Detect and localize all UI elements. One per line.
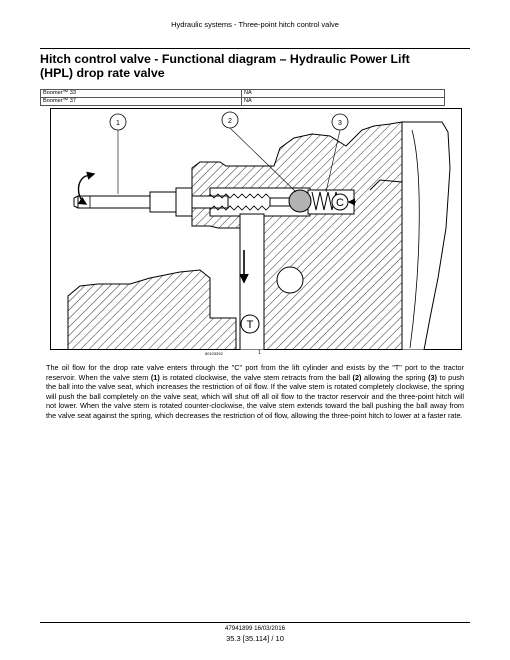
- paragraph-text: to push the ball into the valve seat, which increases the restriction of oil flow. If the valve stem is rotated completely clockwise, the spring will push the ball completely on the valve seat, which will shut off all oil flow to the tractor reservoir and the three-point hitch will not lower. When the valve stem is rotated counter-clockwise, the valve stem extends toward the ball pushing the ball away from the valve seat against the spring, which decreases the restriction of oil flow, allowing the three-point hitch to lower at a faster rate.: [46, 372, 465, 420]
- page-title-line-2: (HPL) drop rate valve: [40, 66, 165, 80]
- reference-3: (3): [428, 372, 437, 382]
- paragraph-text: The oil flow for the drop rate valve enters through the "C" port from the lift cylinder and exists by the "T" port to the tractor reservoir. When the valve stem: [46, 363, 464, 382]
- paragraph-text: allowing the spring: [361, 372, 429, 382]
- figure-number: 1: [258, 350, 261, 356]
- lower-housing: [68, 270, 236, 350]
- side-port-hole: [277, 267, 303, 293]
- ball: [289, 190, 311, 212]
- valve-body-section: [192, 122, 402, 350]
- page-title-line-1: Hitch control valve - Functional diagram – Hydraulic Power Lift: [40, 52, 410, 66]
- figure-code: 80103392: [205, 351, 223, 356]
- footer-rule: [40, 622, 470, 623]
- table-row: [41, 90, 445, 98]
- description-paragraph: [46, 363, 464, 421]
- value-cell: NA: [242, 98, 445, 106]
- running-header: Hydraulic systems - Three-point hitch control valve: [171, 20, 339, 29]
- functional-diagram: [50, 108, 462, 350]
- reference-1: (1): [150, 372, 160, 382]
- footer-doc-id: 47941899 16/03/2016: [224, 625, 286, 632]
- reference-2: (2): [352, 372, 362, 382]
- paragraph-text: is rotated clockwise, the valve stem retracts from the ball: [159, 372, 353, 382]
- model-applicability-table: [40, 89, 445, 106]
- model-cell: Boomer™ 33: [41, 90, 242, 98]
- table-row: [41, 98, 445, 106]
- stem-collar: [150, 192, 176, 212]
- model-cell: Boomer™ 37: [41, 98, 242, 106]
- callout-1-label: 1: [116, 120, 120, 127]
- right-cover: [402, 122, 450, 350]
- value-cell: NA: [242, 90, 445, 98]
- title-rule: [40, 48, 470, 49]
- c-port-label: C: [336, 197, 344, 209]
- callout-3-label: 3: [338, 120, 342, 127]
- footer-page-number: 35.3 [35.114] / 10: [226, 634, 284, 643]
- page-title: [40, 52, 470, 80]
- stem-nut: [176, 188, 192, 216]
- t-port-label: T: [246, 319, 254, 331]
- callout-2-label: 2: [228, 118, 232, 125]
